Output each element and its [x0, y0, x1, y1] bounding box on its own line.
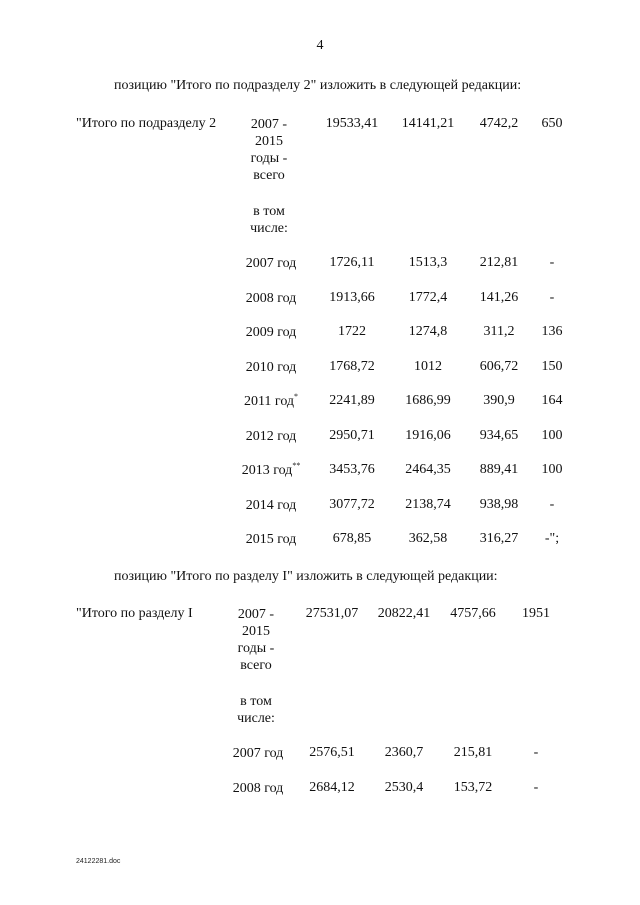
total-value: 14141,21: [401, 116, 455, 131]
cell-value: 2576,51: [309, 745, 355, 760]
total-value: 650: [541, 116, 563, 131]
cell-value: 3453,76: [329, 462, 375, 477]
year-label: 2011 год*: [243, 392, 299, 409]
year-label: 2007 год: [245, 256, 297, 271]
footer-filename: 24122281.doc: [76, 858, 121, 865]
cell-value: 316,27: [479, 531, 519, 546]
year-label: 2010 год: [245, 359, 297, 375]
total-value: 1951: [522, 606, 550, 621]
cell-value: 2950,71: [329, 427, 375, 443]
cell-value: -";: [544, 531, 560, 546]
footnote-mark: *: [294, 392, 299, 401]
total-value: 4742,2: [479, 116, 519, 131]
cell-value: 1012: [414, 358, 442, 374]
year-label: 2012 год: [245, 428, 297, 444]
total-period: 2007 - 2015 годы - всего: [250, 117, 288, 183]
total-value: 19533,41: [325, 116, 379, 131]
cell-value: 1274,8: [408, 324, 448, 339]
cell-value: 2684,12: [309, 780, 355, 795]
year-label: 2014 год: [245, 497, 297, 513]
including-label: в том числе:: [237, 694, 275, 726]
including-label: в том числе:: [250, 204, 288, 236]
cell-value: 362,58: [408, 531, 448, 546]
cell-value: 934,65: [479, 427, 519, 443]
total-value: 4757,66: [450, 606, 496, 621]
cell-value: -: [549, 496, 555, 512]
cell-value: 164: [541, 393, 563, 408]
cell-value: -: [533, 780, 539, 795]
cell-value: 606,72: [479, 358, 519, 374]
cell-value: 215,81: [453, 745, 493, 760]
cell-value: 2138,74: [405, 496, 451, 512]
cell-value: 2360,7: [384, 745, 424, 760]
cell-value: 153,72: [453, 780, 493, 795]
cell-value: 136: [541, 324, 563, 339]
section-intro: позицию "Итого по разделу I" изложить в следующей редакции:: [114, 569, 498, 584]
footnote-mark: **: [292, 461, 301, 470]
cell-value: 2241,89: [329, 393, 375, 408]
page-number: 4: [316, 38, 324, 53]
cell-value: 150: [541, 358, 563, 374]
cell-value: 1686,99: [405, 393, 451, 408]
cell-value: 2530,4: [384, 780, 424, 795]
section-intro: позицию "Итого по подразделу 2" изложить в следующей редакции:: [114, 78, 522, 93]
total-value: 20822,41: [377, 606, 431, 621]
cell-value: 3077,72: [329, 496, 375, 512]
cell-value: 1768,72: [329, 358, 375, 374]
year-label: 2013 год**: [241, 461, 301, 478]
year-label: 2015 год: [245, 532, 297, 547]
cell-value: 1772,4: [408, 289, 448, 305]
cell-value: 311,2: [483, 324, 515, 339]
total-period: 2007 - 2015 годы - всего: [237, 607, 275, 673]
cell-value: -: [549, 255, 555, 270]
cell-value: 100: [541, 427, 563, 443]
cell-value: 889,41: [479, 462, 519, 477]
cell-value: 1913,66: [329, 289, 375, 305]
cell-value: 938,98: [479, 496, 519, 512]
cell-value: 1726,11: [329, 255, 375, 270]
total-value: 27531,07: [305, 606, 359, 621]
year-label: 2008 год: [232, 781, 284, 796]
cell-value: 678,85: [332, 531, 372, 546]
cell-value: 212,81: [479, 255, 519, 270]
cell-value: -: [533, 745, 539, 760]
cell-value: 1513,3: [408, 255, 448, 270]
cell-value: 2464,35: [405, 462, 451, 477]
cell-value: 1916,06: [405, 427, 451, 443]
year-label: 2008 год: [245, 290, 297, 306]
cell-value: -: [549, 289, 555, 305]
row-label: "Итого по разделу I: [76, 606, 193, 621]
row-label: "Итого по подразделу 2: [76, 116, 217, 131]
cell-value: 141,26: [479, 289, 519, 305]
year-label: 2007 год: [232, 746, 284, 761]
cell-value: 390,9: [483, 393, 515, 408]
year-label: 2009 год: [245, 325, 297, 340]
cell-value: 1722: [338, 324, 366, 339]
cell-value: 100: [541, 462, 563, 477]
